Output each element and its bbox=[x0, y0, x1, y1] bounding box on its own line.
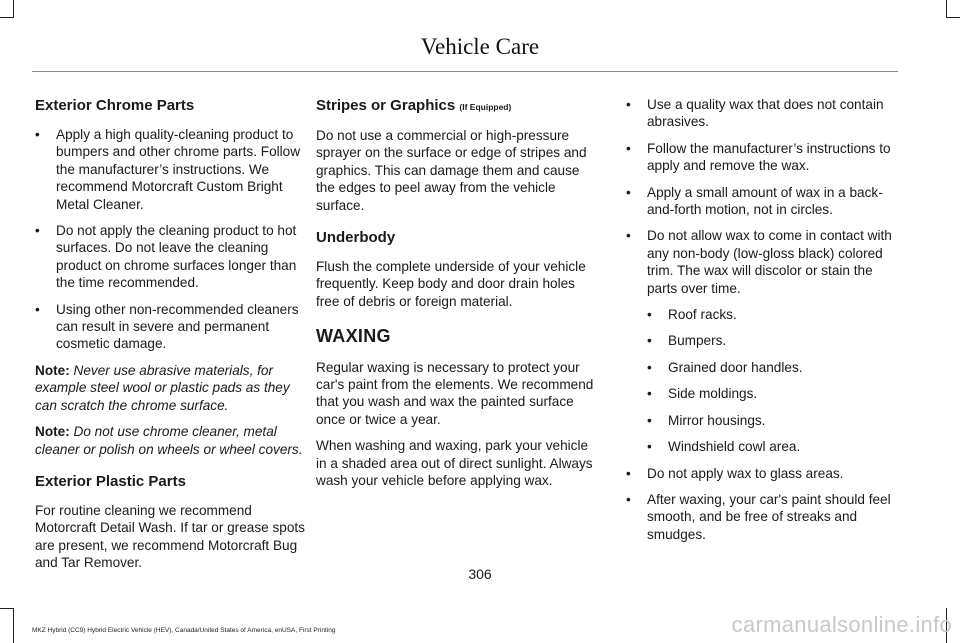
trim-sub-list bbox=[647, 306, 896, 455]
list-item: • Follow the manufacturer’s instructions to apply and remove the wax. bbox=[626, 140, 896, 175]
list-item: • Use a quality wax that does not contain abrasives. bbox=[626, 96, 896, 131]
crop-mark-bottom-left-v bbox=[13, 608, 14, 643]
sub-list-item: • Side moldings. bbox=[647, 385, 896, 402]
heading-stripes-or-graphics bbox=[316, 96, 601, 117]
list-item-text: Do not allow wax to come in contact with any non-body (low-gloss black) colored trim. The wax will discolor or stain the parts over time. bbox=[647, 228, 892, 296]
column-right bbox=[626, 96, 896, 552]
column-left bbox=[35, 96, 307, 581]
plastic-parts-paragraph: For routine cleaning we recommend Motorcraft Detail Wash. If tar or grease spots are present, we recommend Motorcraft Bug and Tar Remover. bbox=[35, 502, 305, 571]
note-chrome-cleaner bbox=[35, 423, 307, 458]
header-divider bbox=[32, 71, 898, 72]
crop-mark-top-left-h bbox=[0, 17, 14, 18]
stripes-paragraph: Do not use a commercial or high-pressure sprayer on the surface or edge of stripes and graphics. This can damage them and cause the edges to peel away from the vehicle surface. bbox=[316, 128, 587, 213]
waxing-paragraph-1: Regular waxing is necessary to protect your car's paint from the elements. We recommend that you wash and wax the painted surface once or twice a year. bbox=[316, 359, 594, 427]
note-label: Note: bbox=[35, 362, 70, 378]
page-number: 306 bbox=[468, 566, 492, 582]
page-header-title: Vehicle Care bbox=[420, 34, 540, 59]
sub-list-item: • Windshield cowl area. bbox=[647, 438, 896, 455]
list-item: • After waxing, your car's paint should feel smooth, and be free of streaks and smudges. bbox=[626, 491, 896, 543]
heading-waxing: WAXING bbox=[316, 326, 391, 347]
note-label: Note: bbox=[35, 424, 70, 440]
list-item bbox=[626, 227, 896, 455]
heading-underbody: Underbody bbox=[316, 229, 396, 247]
crop-mark-top-left-v bbox=[13, 0, 14, 17]
sub-list-item: • Grained door handles. bbox=[647, 359, 896, 376]
heading-exterior-chrome-parts: Exterior Chrome Parts bbox=[35, 97, 195, 114]
waxing-paragraph-2: When washing and waxing, park your vehicle in a shaded area out of direct sunlight. Always wash your vehicle before applying wax. bbox=[316, 438, 593, 489]
column-middle bbox=[316, 96, 601, 499]
note-abrasive bbox=[35, 362, 307, 414]
heading-text: Stripes or Graphics bbox=[316, 97, 456, 114]
crop-mark-top-right-h bbox=[946, 17, 960, 18]
note-text: Do not use chrome cleaner, metal cleaner or polish on wheels or wheel covers. bbox=[35, 424, 303, 457]
list-item: • Apply a high quality-cleaning product to bumpers and other chrome parts. Follow the manufacturer’s instructions. We recommend Motorcraft Custom Bright Metal Cleaner. bbox=[35, 126, 307, 213]
list-item: • Do not apply the cleaning product to hot surfaces. Do not leave the cleaning product on chrome surfaces longer than the time recommended. bbox=[35, 222, 307, 292]
wax-bullet-list bbox=[626, 96, 896, 543]
chrome-bullet-list bbox=[35, 126, 307, 353]
crop-mark-bottom-left-h bbox=[0, 608, 14, 609]
list-item: • Using other non-recommended cleaners can result in severe and permanent cosmetic damage. bbox=[35, 301, 307, 353]
sub-list-item: • Roof racks. bbox=[647, 306, 896, 323]
list-item: • Do not apply wax to glass areas. bbox=[626, 465, 896, 482]
sub-list-item: • Bumpers. bbox=[647, 332, 896, 349]
note-text: Never use abrasive materials, for example steel wool or plastic pads as they can scratch the chrome surface. bbox=[35, 362, 290, 413]
underbody-paragraph: Flush the complete underside of your vehicle frequently. Keep body and door drain holes free of debris or foreign material. bbox=[316, 259, 586, 309]
list-item: • Apply a small amount of wax in a back-and-forth motion, not in circles. bbox=[626, 184, 896, 219]
heading-qualifier: (If Equipped) bbox=[459, 102, 512, 112]
sub-list-item: • Mirror housings. bbox=[647, 412, 896, 429]
heading-exterior-plastic-parts: Exterior Plastic Parts bbox=[35, 472, 186, 490]
crop-mark-top-right-v bbox=[946, 0, 947, 17]
footer-text: MKZ Hybrid (CC9) Hybrid Electric Vehicle (HEV), Canada/United States of America, enUSA, First Printing bbox=[32, 627, 336, 634]
watermark: carmanualsonline.info bbox=[731, 612, 952, 637]
